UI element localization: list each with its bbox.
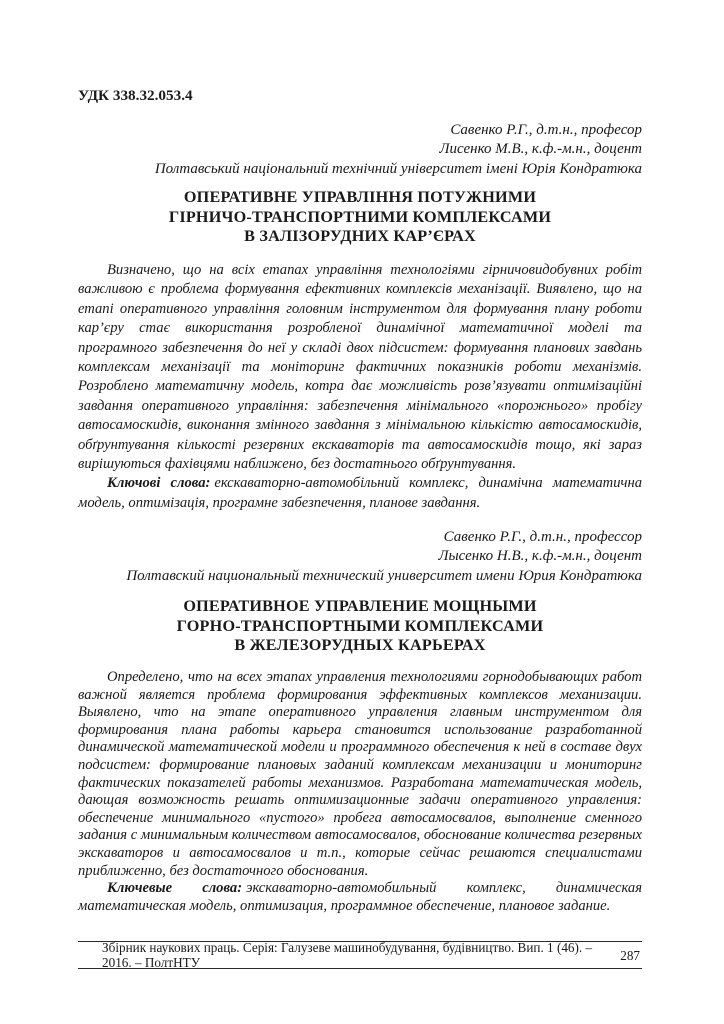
title-line: ГІРНИЧО-ТРАНСПОРТНИМИ КОМПЛЕКСАМИ (168, 207, 552, 226)
keywords-ua (78, 474, 642, 513)
abstract-block-ru (78, 669, 642, 933)
footer-journal-info: Збірник наукових праць. Серія: Галузеве машинобудування, будівництво. Вип. 1 (46). – 2016. – ПолтНТУ (102, 940, 593, 970)
affiliation-line: Полтавский национальный технический университет имени Юрия Кондратюка (126, 567, 642, 584)
author-line: Савенко Р.Г., д.т.н., профессор (443, 529, 642, 545)
title-line: ОПЕРАТИВНЕ УПРАВЛІННЯ ПОТУЖНИМИ (183, 187, 537, 206)
title-line: ОПЕРАТИВНОЕ УПРАВЛЕНИЕ МОЩНЫМИ (183, 596, 537, 615)
title-line: В ЖЕЛЕЗОРУДНЫХ КАРЬЕРАХ (234, 636, 486, 655)
footer-page-number: 287 (620, 947, 640, 963)
article-title-ua (78, 188, 642, 247)
affiliation-line: Полтавський національний технічний університет імені Юрія Кондратюка (154, 160, 642, 177)
title-line: ГОРНО-ТРАНСПОРТНЫМИ КОМПЛЕКСАМИ (176, 616, 544, 635)
abstract-block-ua (78, 261, 642, 513)
keywords-text-ru: экскаваторно-автомобильный комплекс, динамическая математическая модель, оптимизация, программное обеспечение, плановое задание. (78, 880, 642, 914)
author-line: Лисенко М.В., к.ф.-м.н., доцент (439, 141, 642, 158)
page-footer (78, 941, 642, 969)
author-line: Савенко Р.Г., д.т.н., професор (450, 122, 642, 138)
authors-block-ua (78, 121, 642, 179)
keywords-text-ua: екскаваторно-автомобільний комплекс, динамічна математична модель, оптимізація, програмне забезпечення, планове завдання. (78, 475, 642, 511)
author-line: Лысенко Н.В., к.ф.-м.н., доцент (438, 548, 642, 565)
abstract-text-ru: Определено, что на всех этапах управления технологиями горнодобывающих работ важной является проблема формирования эффективных комплексов механизации. Выявлено, что на этапе оперативного управления главным инструментом для формирования плана работы карьера становится использование разработанной динамической математической модели и программного обеспечения к ней в составе двух подсистем: формирование плановых заданий комплексам механизации и мониторинг фактических показателей работы механизмов. Разработана математическая модель, дающая возможность решать оптимизационные задачи оперативного управления: обеспечение минимального «пустого» пробега автосамосвалов, выполнение сменного задания с минимальным количеством автосамосвалов, обоснование количества резервных экскаваторов и автосамосвалов и т.п., которые сейчас решаются специалистами приближенно, без достаточного обоснования. (78, 669, 642, 879)
authors-block-ru (78, 528, 642, 586)
keywords-label-ua: Ключові слова: (107, 475, 211, 492)
keywords-label-ru: Ключевые слова: (107, 880, 243, 897)
abstract-text-ua: Визначено, що на всіх етапах управління технологіями гірничовидобувних робіт важливою є проблема формування ефективних комплексів механізації. Виявлено, що на етапі оперативного управління головним інструментом для формування плану роботи кар’єру стає використання розробленої динамічної математичної моделі та програмного забезпечення до неї у складі двох підсистем: формування планових завдань комплексам механізації та моніторинг фактичних показників роботи механізмів. Розроблено математичну модель, котра дає можливість розв’язувати оптимізаційні завдання оперативного управління: забезпечення мінімального «порожнього» пробігу автосамоскидів, виконання змінного завдання з мінімальною кількістю автосамоскидів, обґрунтування кількості резервних екскаваторів та автосамоскидів тощо, які зараз вирішуються фахівцями наближено, без достатнього обґрунтування. (78, 262, 642, 473)
udc-code: УДК 338.32.053.4 (78, 87, 193, 104)
title-line: В ЗАЛІЗОРУДНИХ КАР’ЄРАХ (244, 227, 476, 246)
article-title-ru (78, 597, 642, 656)
keywords-ru (78, 880, 642, 915)
